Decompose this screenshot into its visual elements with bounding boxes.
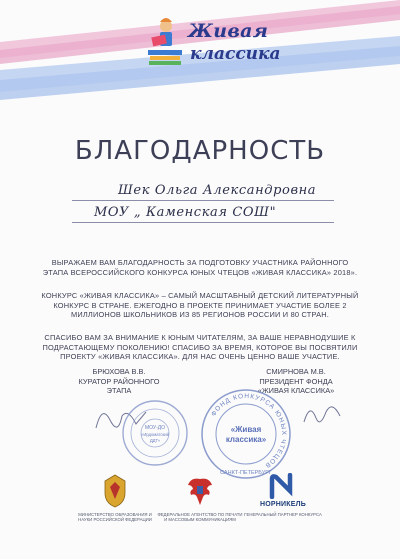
left-signer-role-2: ЭТАПА bbox=[106, 386, 132, 396]
name-underline bbox=[72, 200, 334, 201]
ministry-emblem-icon bbox=[101, 473, 129, 509]
partner-nornickel bbox=[238, 473, 328, 517]
right-signer-role: ПРЕЗИДЕНТ ФОНДА bbox=[259, 376, 333, 386]
thanks-paragraph: СПАСИБО ВАМ ЗА ВНИМАНИЕ К ЮНЫМ ЧИТАТЕЛЯМ, ЗА ВАШЕ НЕРАВНОДУШИЕ К ПОДРАСТАЮЩЕМУ ПОКОЛЕНИЮ! СПАСИБО ЗА ВРЕМЯ, КОТОРОЕ ВЫ ПОСВЯТИЛИ ПРОЕКТУ «ЖИВАЯ КЛАССИКА». ДЛЯ НАС ОЧЕНЬ ЦЕННО ВАШЕ УЧАСТИЕ. bbox=[42, 333, 358, 362]
left-stamp-text-3: ДДТ» bbox=[149, 438, 161, 443]
contest-logo bbox=[144, 14, 281, 84]
gratitude-paragraph: ВЫРАЖАЕМ ВАМ БЛАГОДАРНОСТЬ ЗА ПОДГОТОВКУ УЧАСТНИКА РАЙОННОГО ЭТАПА ВСЕРОССИЙСКОГО КОНКУРСА ЮНЫХ ЧТЕЦОВ «ЖИВАЯ КЛАССИКА» 2018». bbox=[42, 258, 358, 277]
right-stamp-city: САНКТ-ПЕТЕРБУРГ bbox=[220, 470, 272, 476]
right-stamp-ring-text: ФОНД КОНКУРСА ЮНЫХ ЧТЕЦОВ bbox=[210, 392, 288, 470]
left-stamp-text-1: МОУ-ДО bbox=[144, 425, 166, 431]
left-signer-role: КУРАТОР РАЙОННОГО bbox=[78, 376, 160, 386]
partner-nornickel-name: НОРНИКЕЛЬ bbox=[260, 501, 306, 508]
left-signer-name: БРЮХОВА В.В. bbox=[92, 367, 146, 376]
partner-nornickel-label: ГЕНЕРАЛЬНЫЙ ПАРТНЕР КОНКУРСА bbox=[244, 512, 322, 518]
partner-ministry-label: МИНИСТЕРСТВО ОБРАЗОВАНИЯ И НАУКИ РОССИЙСКОЙ ФЕДЕРАЦИИ bbox=[78, 512, 152, 523]
right-stamp-center-2: классика» bbox=[225, 435, 267, 444]
right-stamp bbox=[198, 386, 294, 482]
partner-agency-label: ФЕДЕРАЛЬНОЕ АГЕНТСТВО ПО ПЕЧАТИ И МАССОВЫМ КОММУНИКАЦИЯМ bbox=[157, 512, 243, 523]
double-eagle-icon bbox=[185, 473, 215, 509]
logo-title: Живая bbox=[188, 20, 269, 42]
partner-agency bbox=[156, 473, 244, 522]
right-signer-name: СМИРНОВА М.В. bbox=[266, 367, 326, 376]
logo-subtitle: классика bbox=[190, 44, 281, 64]
left-signature-block bbox=[74, 367, 164, 396]
right-signer-org: «ЖИВАЯ КЛАССИКА» bbox=[257, 386, 335, 396]
right-stamp-center-1: «Живая bbox=[230, 425, 262, 434]
certificate-title: БЛАГОДАРНОСТЬ bbox=[74, 136, 326, 166]
right-signature-mark bbox=[298, 398, 348, 434]
school-underline bbox=[72, 222, 334, 223]
recipient-school: МОУ „ Каменская СОШ" bbox=[94, 205, 277, 220]
left-stamp-text-2: «Ирдоматский bbox=[141, 432, 169, 437]
left-stamp bbox=[120, 398, 190, 468]
nornickel-logo-icon bbox=[268, 473, 298, 499]
reading-child-icon bbox=[144, 14, 188, 68]
partner-ministry bbox=[72, 473, 158, 522]
recipient-name: Шек Ольга Александровна bbox=[118, 183, 317, 198]
contest-description-paragraph: КОНКУРС «ЖИВАЯ КЛАССИКА» – САМЫЙ МАСШТАБНЫЙ ДЕТСКИЙ ЛИТЕРАТУРНЫЙ КОНКУРС В СТРАНЕ. ЕЖЕГОДНО В ПРОЕКТЕ ПРИНИМАЕТ УЧАСТИЕ БОЛЕЕ 2 МИЛЛИОНОВ ШКОЛЬНИКОВ ИЗ 85 РЕГИОНОВ РОССИИ И 80 СТРАН. bbox=[41, 291, 359, 320]
